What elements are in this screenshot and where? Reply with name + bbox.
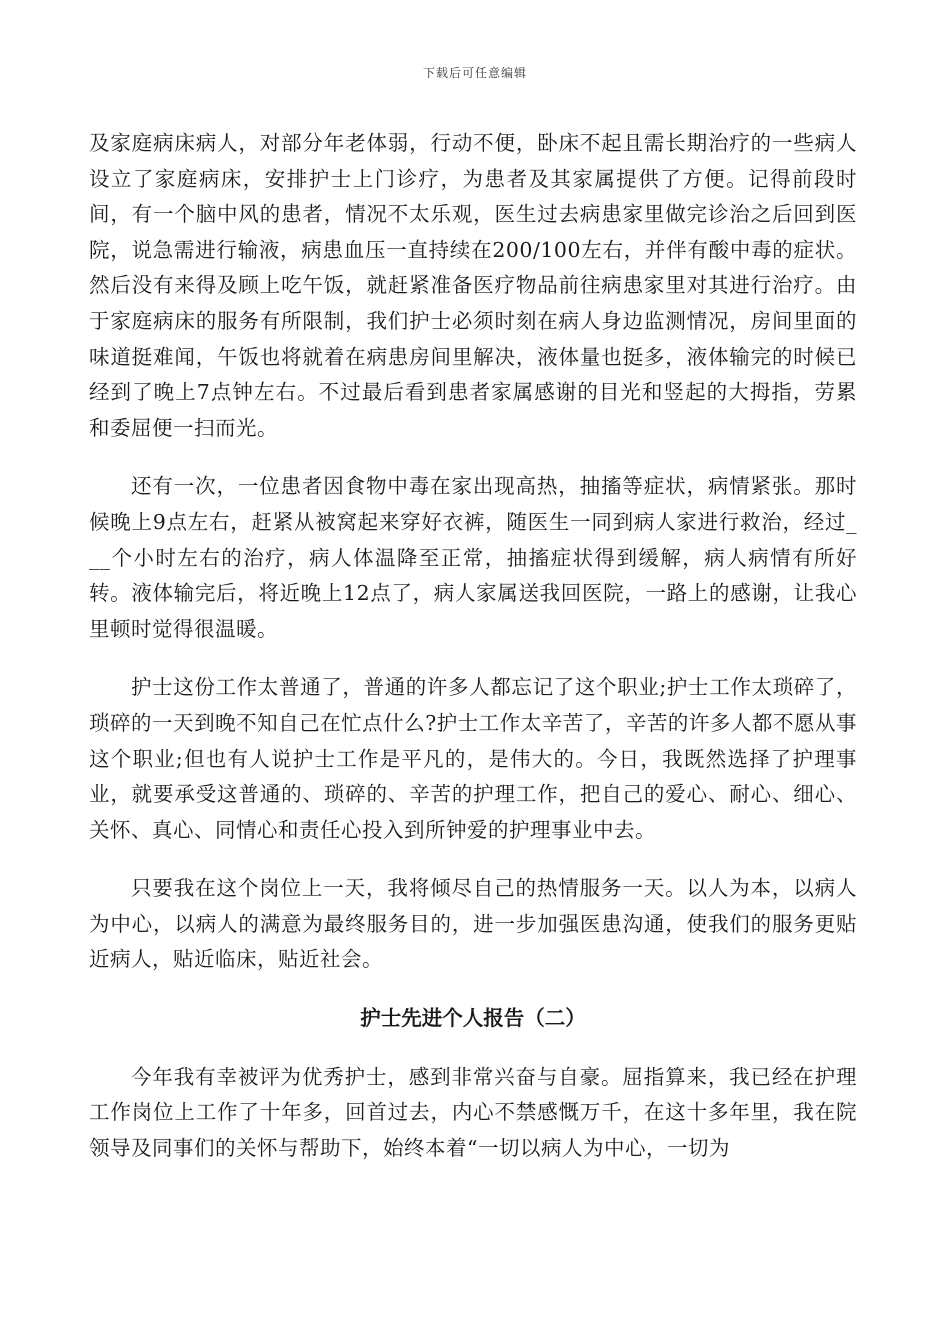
paragraph: 护士这份工作太普通了，普通的许多人都忘记了这个职业;护士工作太琐碎了，琐碎的一天到晚不知自己在忙点什么?护士工作太辛苦了，辛苦的许多人都不愿从事这个职业;但也有人说护士工作是平凡的，是伟大的。今日，我既然选择了护理事业，就要承受这普通的、琐碎的、辛苦的护理工作，把自己的爱心、耐心、细心、关怀、真心、同情心和责任心投入到所钟爱的护理事业中去。 xyxy=(89,675,857,842)
section-title: 护士先进个人报告（二） xyxy=(360,1006,586,1031)
paragraph-gap xyxy=(89,1037,857,1060)
paragraph-gap xyxy=(89,446,857,469)
paragraph: 只要我在这个岗位上一天，我将倾尽自己的热情服务一天。以人为本，以病人为中心，以病人的满意为最终服务目的，进一步加强医患沟通，使我们的服务更贴近病人，贴近临床，贴近社会。 xyxy=(89,876,857,972)
paragraph-continued: 及家庭病床病人，对部分年老体弱，行动不便，卧床不起且需长期治疗的一些病人设立了家庭病床，安排护士上门诊疗，为患者及其家属提供了方便。记得前段时间，有一个脑中风的患者，情况不太乐观，医生过去病患家里做完诊治之后回到医院，说急需进行输液，病患血压一直持续在200/100左右，并伴有酸中毒的症状。然后没有来得及顾上吃午饭，就赶紧准备医疗物品前往病患家里对其进行治疗。由于家庭病床的服务有所限制，我们护士必须时刻在病人身边监测情况，房间里面的味道挺难闻，午饭也将就着在病患房间里解决，液体量也挺多，液体输完的时候已经到了晚上7点钟左右。不过最后看到患者家属感谢的目光和竖起的大拇指，劳累和委屈便一扫而光。 xyxy=(89,131,857,440)
paragraph: 今年我有幸被评为优秀护士，感到非常兴奋与自豪。屈指算来，我已经在护理工作岗位上工作了十年多，回首过去，内心不禁感慨万千，在这十多年里，我在院领导及同事们的关怀与帮助下，始终本着“一切以病人为中心，一切为 xyxy=(89,1064,857,1160)
document-body xyxy=(89,126,857,1166)
paragraph-gap xyxy=(89,848,857,871)
paragraph-gap xyxy=(89,647,857,670)
paragraph-gap xyxy=(89,978,857,1001)
page-header-note: 下载后可任意编辑 xyxy=(422,66,527,80)
paragraph: 还有一次，一位患者因食物中毒在家出现高热，抽搐等症状，病情紧张。那时候晚上9点左右，赶紧从被窝起来穿好衣裤，随医生一同到病人家进行救治，经过___个小时左右的治疗，病人体温降至正常，抽搐症状得到缓解，病人病情有所好转。液体输完后，将近晚上12点了，病人家属送我回医院，一路上的感谢，让我心里顿时觉得很温暖。 xyxy=(89,474,857,641)
